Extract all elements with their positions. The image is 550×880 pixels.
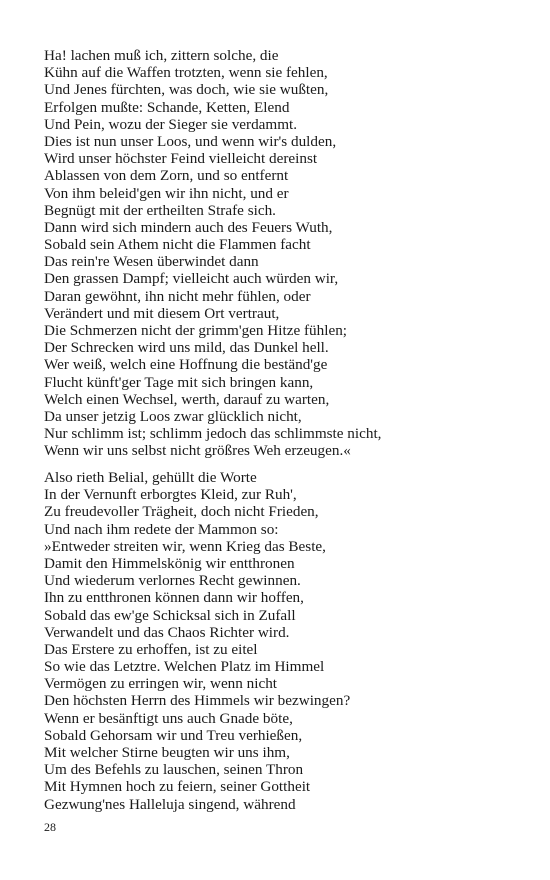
verse-line: Verwandelt und das Chaos Richter wird. bbox=[44, 623, 290, 641]
verse-line: Mit welcher Stirne beugten wir uns ihm, bbox=[44, 744, 290, 761]
page-number: 28 bbox=[44, 820, 56, 834]
verse-line: Damit den Himmelskönig wir entthronen bbox=[44, 554, 295, 572]
verse-line: Zu freudevoller Trägheit, doch nicht Frieden, bbox=[44, 503, 319, 521]
stanza-1 bbox=[44, 47, 514, 460]
verse-line: Verändert und mit diesem Ort vertraut, bbox=[44, 304, 280, 322]
verse-line: Gezwung'nes Halleluja singend, während bbox=[44, 795, 296, 813]
verse-line: Die Schmerzen nicht der grimm'gen Hitze fühlen; bbox=[44, 322, 348, 339]
verse-line: Und wiederum verlornes Recht gewinnen. bbox=[44, 572, 301, 590]
verse-line: Den grassen Dampf; vielleicht auch würden wir, bbox=[44, 270, 339, 288]
verse-line: Erfolgen mußte: Schande, Ketten, Elend bbox=[44, 98, 290, 116]
verse-line: Begnügt mit der ertheilten Strafe sich. bbox=[44, 201, 276, 219]
verse-line: Wenn er besänftigt uns auch Gnade böte, bbox=[44, 709, 293, 727]
verse-line: Um des Befehls zu lauschen, seinen Thron bbox=[44, 761, 304, 779]
verse-line: Sobald Gehorsam wir und Treu verhießen, bbox=[44, 726, 303, 744]
verse-line: Sobald das ew'ge Schicksal sich in Zufall bbox=[44, 606, 296, 624]
stanza-2 bbox=[44, 469, 514, 813]
verse-line: Und nach ihm redete der Mammon so: bbox=[44, 520, 279, 538]
verse-line: Ihn zu entthronen können dann wir hoffen, bbox=[44, 589, 304, 607]
verse-line: Mit Hymnen hoch zu feiern, seiner Gottheit bbox=[44, 778, 311, 796]
verse-line: Und Pein, wozu der Sieger sie verdammt. bbox=[44, 115, 298, 133]
verse-line: Flucht künft'ger Tage mit sich bringen kann, bbox=[44, 373, 314, 391]
verse-line: Also rieth Belial, gehüllt die Worte bbox=[44, 469, 257, 486]
verse-line: Dann wird sich mindern auch des Feuers Wuth, bbox=[44, 218, 333, 236]
verse-line: Nur schlimm ist; schlimm jedoch das schlimmste nicht, bbox=[44, 425, 382, 443]
verse-line: Ha! lachen muß ich, zittern solche, die bbox=[44, 47, 279, 64]
verse-line: Dies ist nun unser Loos, und wenn wir's dulden, bbox=[44, 132, 337, 150]
verse-line: Und Jenes fürchten, was doch, wie sie wußten, bbox=[44, 81, 329, 99]
verse-line: So wie das Letztre. Welchen Platz im Himmel bbox=[44, 658, 325, 676]
verse-line: Daran gewöhnt, ihn nicht mehr fühlen, oder bbox=[44, 287, 311, 305]
verse-line: Sobald sein Athem nicht die Flammen facht bbox=[44, 236, 311, 254]
verse-line: Von ihm beleid'gen wir ihn nicht, und er bbox=[44, 184, 289, 202]
verse-line: Da unser jetzig Loos zwar glücklich nicht, bbox=[44, 407, 302, 425]
verse-line: Ablassen von dem Zorn, und so entfernt bbox=[44, 167, 289, 185]
verse-line: Wer weiß, welch eine Hoffnung die beständ'ge bbox=[44, 356, 328, 374]
verse-line: Das rein're Wesen überwindet dann bbox=[44, 253, 259, 271]
verse-line: Wenn wir uns selbst nicht größres Weh erzeugen.« bbox=[44, 442, 351, 460]
verse-line: »Entweder streiten wir, wenn Krieg das Beste, bbox=[44, 537, 326, 555]
verse-line: Vermögen zu erringen wir, wenn nicht bbox=[44, 675, 278, 693]
verse-line: Welch einen Wechsel, werth, darauf zu warten, bbox=[44, 390, 330, 408]
verse-line: Den höchsten Herrn des Himmels wir bezwingen? bbox=[44, 692, 351, 710]
verse-line: Der Schrecken wird uns mild, das Dunkel hell. bbox=[44, 339, 329, 357]
verse-line: Das Erstere zu erhoffen, ist zu eitel bbox=[44, 640, 258, 658]
verse-line: In der Vernunft erborgtes Kleid, zur Ruh', bbox=[44, 486, 297, 504]
verse-line: Wird unser höchster Feind vielleicht dereinst bbox=[44, 150, 318, 168]
verse-line: Kühn auf die Waffen trotzten, wenn sie fehlen, bbox=[44, 64, 328, 82]
